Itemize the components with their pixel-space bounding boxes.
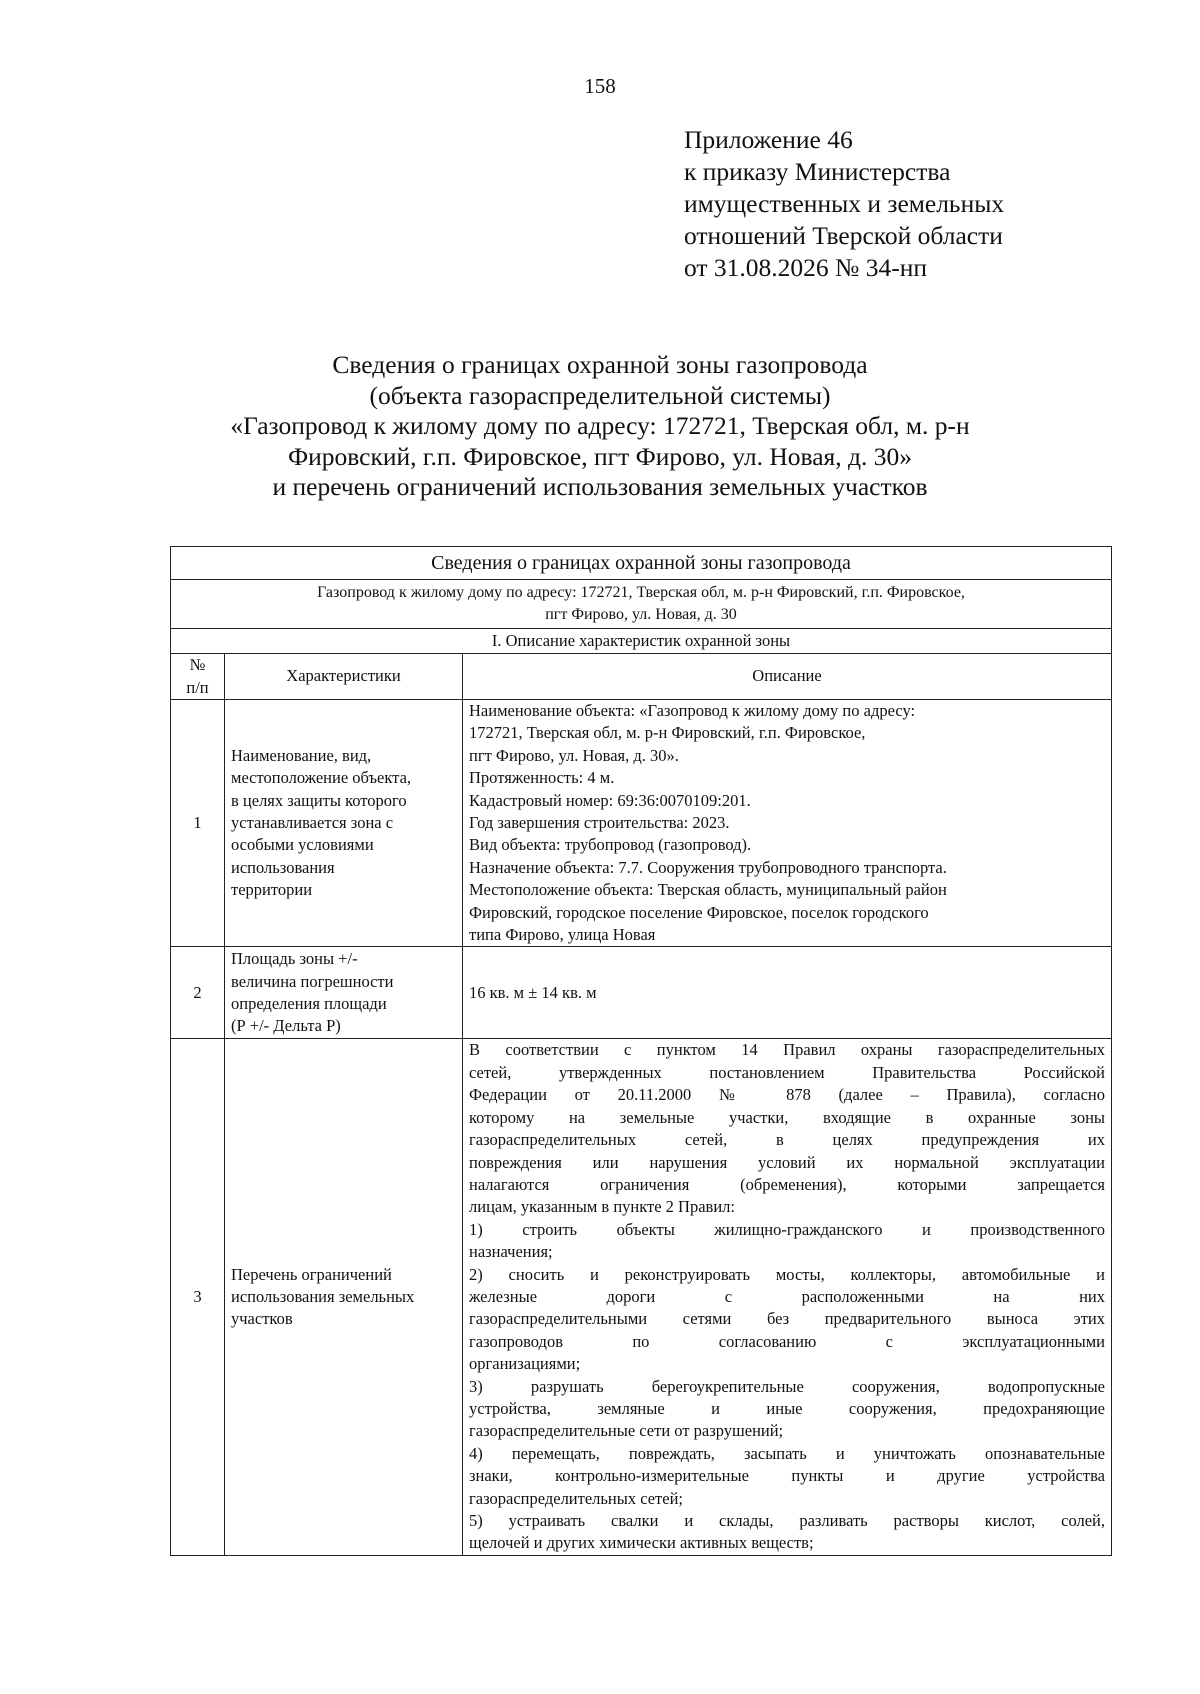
title-line: Фировский, г.п. Фировское, пгт Фирово, ул. Новая, д. 30»: [287, 441, 913, 471]
appendix-line: от 31.08.2026 № 34-нп: [684, 253, 928, 282]
characteristic-line: использования земельных: [231, 1286, 415, 1306]
description-line: газораспределительные сети от разрушений;: [469, 1421, 784, 1441]
description-line: Местоположение объекта: Тверская область, муниципальный район: [469, 880, 947, 900]
row-number: 2: [171, 947, 225, 1039]
characteristic-line: (Р +/- Дельта Р): [231, 1016, 341, 1036]
description-line: 2) сносить и реконструировать мосты, коллекторы, автомобильные и: [469, 1264, 1105, 1284]
title-line: (объекта газораспределительной системы): [369, 380, 831, 410]
title-line: и перечень ограничений использования земельных участков: [272, 472, 928, 501]
row-characteristic: [225, 700, 463, 947]
appendix-block: [684, 124, 1004, 284]
table-row: [171, 947, 1112, 1039]
description-line: Наименование объекта: «Газопровод к жилому дому по адресу:: [469, 701, 916, 720]
table-row: [171, 700, 1112, 947]
description-line: назначения;: [469, 1242, 553, 1262]
column-header-number: [171, 654, 225, 700]
document-title: [120, 350, 1080, 503]
subheader-line: пгт Фирово, ул. Новая, д. 30: [545, 606, 737, 623]
table-header-row: [171, 547, 1112, 580]
description-line: налагаются ограничения (обременения), которыми запрещается: [469, 1174, 1105, 1194]
row-number: 3: [171, 1039, 225, 1555]
table-header: Сведения о границах охранной зоны газопровода: [171, 547, 1112, 580]
title-line: «Газопровод к жилому дому по адресу: 172721, Тверская обл, м. р-н: [230, 411, 970, 440]
description-line: В соответствии с пунктом 14 Правил охраны газораспределительных: [469, 1040, 1105, 1060]
row-characteristic: [225, 947, 463, 1039]
description-line: газораспределительных сетей;: [469, 1488, 684, 1508]
description-line: лицам, указанным в пункте 2 Правил:: [469, 1197, 735, 1217]
description-line: Назначение объекта: 7.7. Сооружения трубопроводного транспорта.: [469, 857, 947, 877]
description-line: типа Фирово, улица Новая: [469, 925, 656, 945]
description-line: повреждения или нарушения условий их нормальной эксплуатации: [469, 1152, 1105, 1172]
characteristic-line: Площадь зоны +/-: [231, 949, 358, 969]
characteristic-line: устанавливается зона с: [231, 813, 394, 833]
description-line: газораспределительными сетями без предварительного выноса этих: [469, 1309, 1105, 1329]
description-line: Федерации от 20.11.2000 № 878 (далее – Правила), согласно: [469, 1085, 1105, 1105]
protection-zone-table: [170, 546, 1112, 1556]
description-line: которому на земельные участки, входящие в охранные зоны: [469, 1107, 1105, 1127]
table-section-title: I. Описание характеристик охранной зоны: [171, 629, 1112, 654]
description-line: щелочей и других химически активных веществ;: [469, 1533, 814, 1553]
characteristic-line: в целях защиты которого: [231, 790, 407, 810]
description-line: 3) разрушать берегоукрепительные сооружения, водопропускные: [469, 1376, 1105, 1396]
description-line: газопроводов по согласованию с эксплуатационными: [469, 1331, 1105, 1351]
column-header-characteristics: Характеристики: [225, 654, 463, 700]
description-line: 1) строить объекты жилищно-гражданского и производственного: [469, 1219, 1105, 1239]
appendix-line: имущественных и земельных: [684, 189, 1005, 218]
appendix-line: отношений Тверской области: [684, 221, 1003, 250]
title-line: Сведения о границах охранной зоны газопровода: [332, 350, 868, 379]
column-header-number-line: №: [189, 655, 206, 675]
description-line: Год завершения строительства: 2023.: [469, 813, 730, 833]
subheader-line: Газопровод к жилому дому по адресу: 172721, Тверская обл, м. р-н Фировский, г.п. Фировское,: [317, 584, 965, 601]
page-number: 158: [584, 74, 616, 98]
characteristic-line: определения площади: [231, 993, 387, 1013]
description-line: Фировский, городское поселение Фировское, поселок городского: [469, 902, 929, 922]
row-number: 1: [171, 700, 225, 947]
characteristic-line: Наименование, вид,: [231, 745, 372, 765]
row-description: [463, 1039, 1112, 1555]
description-line: 5) устраивать свалки и склады, разливать растворы кислот, солей,: [469, 1511, 1105, 1530]
column-header-row: [171, 654, 1112, 700]
table-row: [171, 1039, 1112, 1555]
table-subheader: [171, 580, 1112, 629]
appendix-line: Приложение 46: [684, 125, 853, 154]
row-characteristic: [225, 1039, 463, 1555]
description-line: организациями;: [469, 1354, 581, 1374]
appendix-line: к приказу Министерства: [684, 157, 951, 186]
characteristic-line: Перечень ограничений: [231, 1264, 392, 1284]
row-description: [463, 947, 1112, 1039]
description-line: 4) перемещать, повреждать, засыпать и уничтожать опознавательные: [469, 1443, 1105, 1463]
column-header-number-line: п/п: [186, 677, 209, 697]
table-subheader-row: [171, 580, 1112, 629]
description-line: пгт Фирово, ул. Новая, д. 30».: [469, 745, 679, 765]
row-description: [463, 700, 1112, 947]
characteristic-line: использования: [231, 857, 335, 877]
column-header-description: Описание: [463, 654, 1112, 700]
description-line: Кадастровый номер: 69:36:0070109:201.: [469, 790, 751, 810]
characteristic-line: величина погрешности: [231, 971, 394, 991]
description-line: знаки, контрольно-измерительные пункты и другие устройства: [469, 1466, 1105, 1486]
description-line: газораспределительных сетей, в целях предупреждения их: [469, 1130, 1105, 1150]
description-line: Вид объекта: трубопровод (газопровод).: [469, 835, 752, 855]
description-line: 16 кв. м ± 14 кв. м: [469, 982, 597, 1002]
description-line: железные дороги с расположенными на них: [469, 1286, 1105, 1306]
characteristic-line: особыми условиями: [231, 835, 374, 855]
characteristic-line: местоположение объекта,: [231, 768, 412, 788]
table-section-row: [171, 629, 1112, 654]
description-line: сетей, утвержденных постановлением Правительства Российской: [469, 1062, 1105, 1082]
characteristic-line: территории: [231, 880, 313, 900]
description-line: устройства, земляные и иные сооружения, предохраняющие: [469, 1398, 1105, 1418]
description-line: Протяженность: 4 м.: [469, 768, 615, 788]
description-line: 172721, Тверская обл, м. р-н Фировский, г.п. Фировское,: [469, 723, 866, 743]
characteristic-line: участков: [231, 1309, 293, 1329]
